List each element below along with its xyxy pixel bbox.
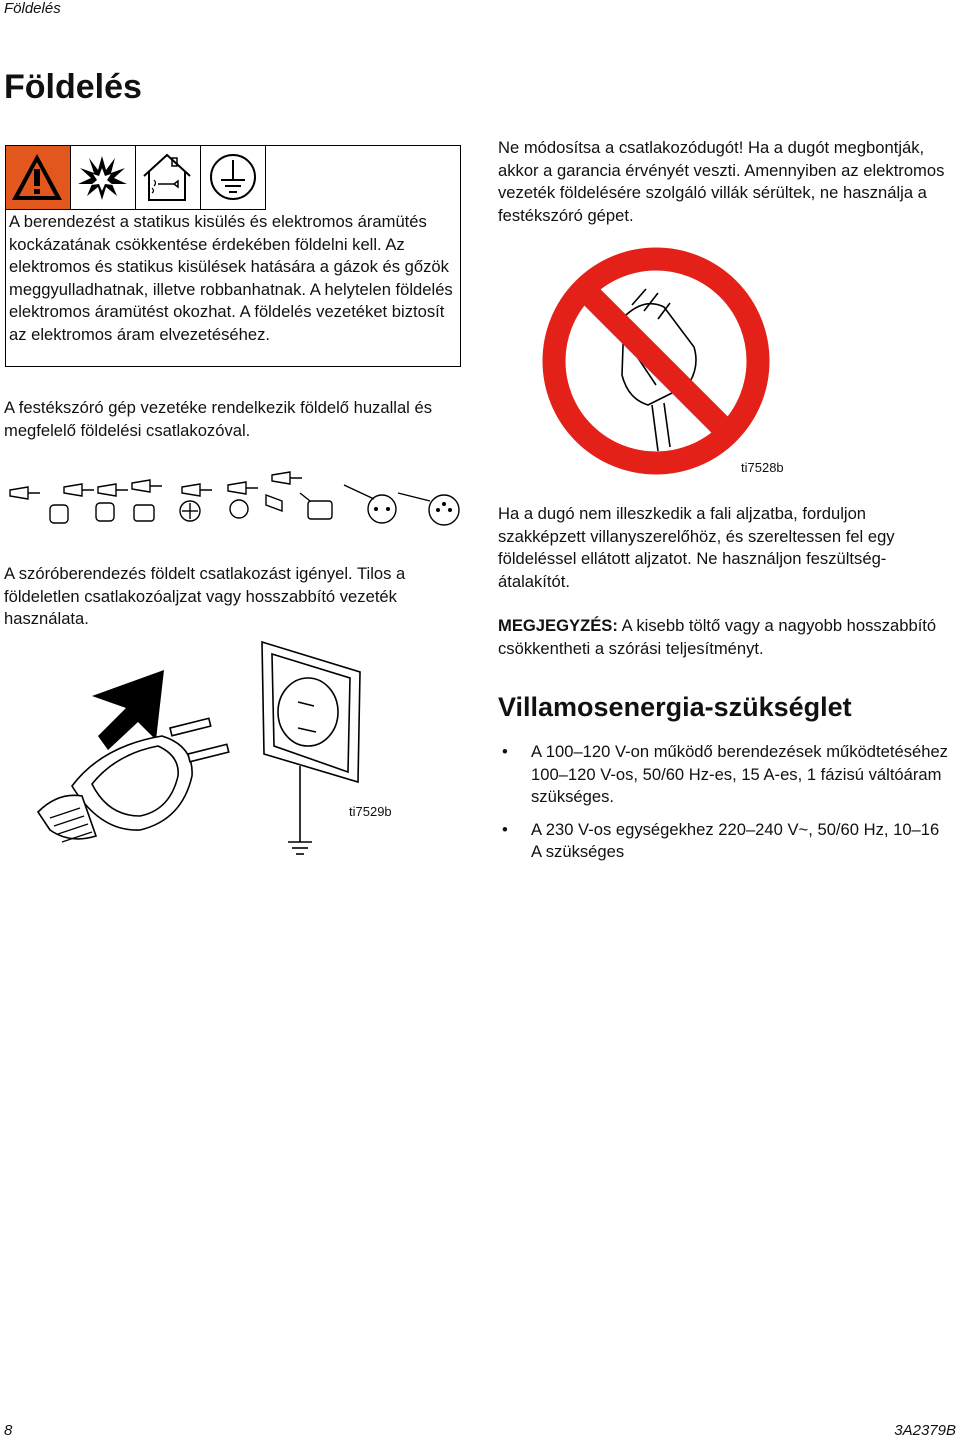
- bullet-icon: •: [502, 819, 508, 839]
- warning-triangle-icon: [6, 146, 71, 210]
- warning-icon-row: [6, 146, 268, 210]
- plug-types-illustration: [4, 465, 464, 540]
- list-item: • A 230 V-os egységekhez 220–240 V~, 50/60 Hz, 10–16 A szükséges: [502, 819, 940, 862]
- socket-mismatch-paragraph: Ha a dugó nem illeszkedik a fali aljzatba, forduljon szakképzett villanyszerelőhöz, és szereltessen fel egy földeléssel ellátott aljzatot. Ne használjon feszültség-átalakítót.: [498, 504, 895, 591]
- plug-into-socket-illustration: [36, 636, 366, 871]
- no-modified-plug-illustration: [540, 245, 772, 482]
- warning-text: A berendezést a statikus kisülés és elektromos áramütés kockázatának csökkentése érdekében földelni kell. Az elektromos és statikus kisülések hatására a gázok és gőzök meggyulladhatnak, illetve robbanhatnak. A helytelen földelés elektromos áramütést okozhat. A földelés vezetéket biztosít az elektromos áram elvezetéséhez.: [9, 212, 453, 344]
- house-fire-icon: [136, 146, 201, 210]
- warning-box: [5, 145, 461, 367]
- figure-label-ti7529b: ti7529b: [349, 804, 392, 819]
- document-id: 3A2379B: [894, 1422, 956, 1439]
- ground-symbol-icon: [201, 146, 266, 210]
- cable-grounding-paragraph: A festékszóró gép vezetéke rendelkezik földelő huzallal és megfelelő földelési csatlakozóval.: [4, 398, 433, 440]
- power-requirements-list: [498, 741, 948, 874]
- page-number: 8: [4, 1422, 13, 1439]
- running-header: Földelés: [4, 0, 61, 17]
- note-paragraph: [498, 615, 958, 660]
- list-item: • A 100–120 V-on működő berendezések működtetéséhez 100–120 V-os, 50/60 Hz-es, 15 A-es, 1 fázisú váltóáram szükséges.: [502, 742, 948, 807]
- grounded-connection-paragraph: A szóróberendezés földelt csatlakozást igényel. Tilos a földeletlen csatlakozóaljzat vagy hosszabbító vezeték használata.: [4, 564, 406, 629]
- note-text: A kisebb töltő vagy a nagyobb hosszabbító csökkentheti a szórási teljesítményt.: [498, 616, 937, 658]
- plug-modification-paragraph: Ne módosítsa a csatlakozódugót! Ha a dugót megbontják, akkor a garancia érvényét veszti. Amennyiben az elektromos vezeték földelésére szolgáló villák sérültek, ne használja a festékszóró gépet.: [498, 138, 945, 225]
- note-label: MEGJEGYZÉS:: [498, 616, 618, 635]
- explosion-icon: [71, 146, 136, 210]
- page-title: Földelés: [4, 68, 142, 106]
- bullet-icon: •: [502, 742, 508, 761]
- section-heading-power-requirements: Villamosenergia-szükséglet: [498, 692, 852, 722]
- figure-label-ti7528b: ti7528b: [741, 460, 784, 475]
